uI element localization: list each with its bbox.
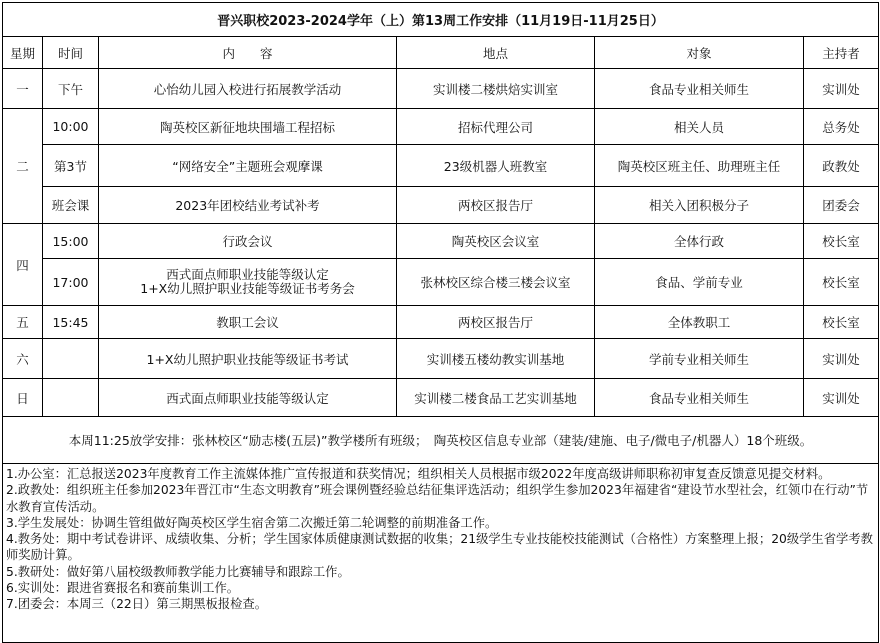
time-cell: 15:00 bbox=[43, 224, 99, 259]
day-cell-thu: 四 bbox=[3, 224, 43, 306]
location-cell: 实训楼二楼烘焙实训室 bbox=[397, 69, 595, 109]
content-line: 西式面点师职业技能等级认定 bbox=[166, 267, 329, 282]
audience-cell: 食品专业相关师生 bbox=[595, 69, 804, 109]
header-audience: 对象 bbox=[595, 37, 804, 69]
time-cell: 15:45 bbox=[43, 306, 99, 339]
day-cell-fri: 五 bbox=[3, 306, 43, 339]
day-cell-sat: 六 bbox=[3, 339, 43, 379]
summary-item: 3.学生发展处：协调生管组做好陶英校区学生宿舍第二次搬迁第二轮调整的前期准备工作。 bbox=[6, 515, 498, 530]
audience-cell: 食品专业相关师生 bbox=[595, 379, 804, 417]
host-cell: 实训处 bbox=[804, 339, 879, 379]
content-cell: 1+X幼儿照护职业技能等级证书考试 bbox=[99, 339, 397, 379]
content-cell: 陶英校区新征地块围墙工程招标 bbox=[99, 109, 397, 145]
host-cell: 政教处 bbox=[804, 145, 879, 187]
location-cell: 两校区报告厅 bbox=[397, 187, 595, 224]
table-row bbox=[3, 259, 879, 306]
audience-cell: 全体行政 bbox=[595, 224, 804, 259]
header-location: 地点 bbox=[397, 37, 595, 69]
time-cell: 10:00 bbox=[43, 109, 99, 145]
summary-item: 5.教研处：做好第八届校级教师教学能力比赛辅导和跟踪工作。 bbox=[6, 564, 350, 579]
table-row bbox=[3, 379, 879, 417]
department-summary bbox=[3, 464, 879, 643]
location-cell: 张林校区综合楼三楼会议室 bbox=[397, 259, 595, 306]
schedule-title: 晋兴职校2023-2024学年（上）第13周工作安排（11月19日-11月25日） bbox=[3, 3, 879, 37]
content-cell: 行政会议 bbox=[99, 224, 397, 259]
day-cell-mon: 一 bbox=[3, 69, 43, 109]
table-row bbox=[3, 145, 879, 187]
table-row bbox=[3, 224, 879, 259]
content-cell: “网络安全”主题班会观摩课 bbox=[99, 145, 397, 187]
host-cell: 校长室 bbox=[804, 224, 879, 259]
audience-cell: 相关入团积极分子 bbox=[595, 187, 804, 224]
host-cell: 总务处 bbox=[804, 109, 879, 145]
audience-cell: 相关人员 bbox=[595, 109, 804, 145]
schedule-table bbox=[2, 2, 879, 643]
summary-item: 7.团委会：本周三（22日）第三期黑板报检查。 bbox=[6, 597, 268, 612]
content-cell: 2023年团校结业考试补考 bbox=[99, 187, 397, 224]
dismissal-note: 本周11:25放学安排：张林校区“励志楼(五层)”教学楼所有班级； 陶英校区信息专业部（建装/建施、电子/微电子/机器人）18个班级。 bbox=[3, 417, 879, 464]
time-cell: 17:00 bbox=[43, 259, 99, 306]
table-row bbox=[3, 187, 879, 224]
day-cell-tue: 二 bbox=[3, 109, 43, 224]
header-content: 内 容 bbox=[99, 37, 397, 69]
audience-cell: 学前专业相关师生 bbox=[595, 339, 804, 379]
content-cell: 教职工会议 bbox=[99, 306, 397, 339]
time-cell bbox=[43, 379, 99, 417]
header-time: 时间 bbox=[43, 37, 99, 69]
audience-cell: 陶英校区班主任、助理班主任 bbox=[595, 145, 804, 187]
header-host: 主持者 bbox=[804, 37, 879, 69]
location-cell: 实训楼二楼食品工艺实训基地 bbox=[397, 379, 595, 417]
host-cell: 校长室 bbox=[804, 306, 879, 339]
location-cell: 实训楼五楼幼教实训基地 bbox=[397, 339, 595, 379]
summary-item: 2.政教处：组织班主任参加2023年晋江市“生态文明教育”班会课例暨经验总结征集评选活动；组织学生参加2023年福建省“建设节水型社会，红领巾在行动”节水教育宣传活动。 bbox=[6, 483, 869, 514]
day-cell-sun: 日 bbox=[3, 379, 43, 417]
table-row bbox=[3, 109, 879, 145]
host-cell: 校长室 bbox=[804, 259, 879, 306]
content-cell: 西式面点师职业技能等级认定 bbox=[99, 379, 397, 417]
content-line: 1+X幼儿照护职业技能等级证书考务会 bbox=[140, 281, 355, 296]
content-cell bbox=[99, 259, 397, 306]
location-cell: 两校区报告厅 bbox=[397, 306, 595, 339]
table-row bbox=[3, 339, 879, 379]
audience-cell: 全体教职工 bbox=[595, 306, 804, 339]
host-cell: 实训处 bbox=[804, 379, 879, 417]
location-cell: 23级机器人班教室 bbox=[397, 145, 595, 187]
host-cell: 团委会 bbox=[804, 187, 879, 224]
table-row bbox=[3, 306, 879, 339]
location-cell: 陶英校区会议室 bbox=[397, 224, 595, 259]
time-cell bbox=[43, 339, 99, 379]
summary-item: 4.教务处：期中考试卷讲评、成绩收集、分析；学生国家体质健康测试数据的收集；21级学生专业技能校技能测试（合格性）方案整理上报；20级学生省学考教师奖励计算。 bbox=[6, 532, 873, 563]
header-day: 星期 bbox=[3, 37, 43, 69]
location-cell: 招标代理公司 bbox=[397, 109, 595, 145]
table-row bbox=[3, 69, 879, 109]
header-row bbox=[3, 37, 879, 69]
summary-item: 1.办公室：汇总报送2023年度教育工作主流媒体推广宣传报道和获奖情况；组织相关人员根据市级2022年度高级讲师职称初审复查反馈意见提交材料。 bbox=[6, 467, 831, 481]
host-cell: 实训处 bbox=[804, 69, 879, 109]
summary-item: 6.实训处：跟进省赛报名和赛前集训工作。 bbox=[6, 581, 240, 596]
time-cell: 下午 bbox=[43, 69, 99, 109]
time-cell: 第3节 bbox=[43, 145, 99, 187]
audience-cell: 食品、学前专业 bbox=[595, 259, 804, 306]
time-cell: 班会课 bbox=[43, 187, 99, 224]
content-cell: 心怡幼儿园入校进行拓展教学活动 bbox=[99, 69, 397, 109]
